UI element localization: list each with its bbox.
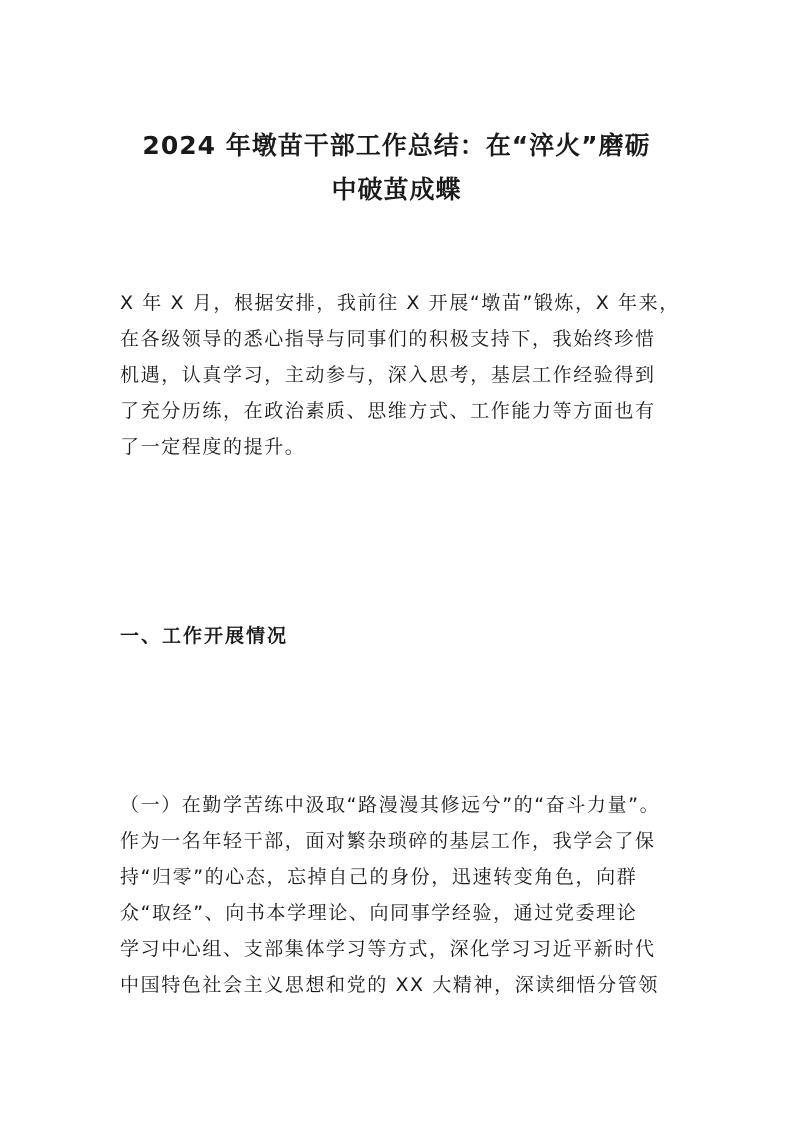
section-heading: 一、工作开展情况 <box>120 625 289 647</box>
section1-line: 作为一名年轻干部，面对繁杂琐碎的基层工作，我学会了保 <box>120 830 656 852</box>
intro-paragraph <box>120 285 680 465</box>
section1-line: （一）在勤学苦练中汲取“路漫漫其修远兮”的“奋斗力量”。 <box>120 794 661 816</box>
section1-line: 持“归零”的心态，忘掉自己的身份，迅速转变角色，向群 <box>120 866 638 888</box>
section1-paragraph <box>120 787 680 1003</box>
section1-line: 学习中心组、支部集体学习等方式，深化学习习近平新时代 <box>120 938 656 960</box>
section1-line: 众“取经”、向书本学理论、向同事学经验，通过党委理论 <box>120 902 638 924</box>
intro-line: 了一定程度的提升。 <box>120 436 306 458</box>
section1-line: 中国特色社会主义思想和党的 XX 大精神，深读细悟分管领 <box>120 974 659 996</box>
title-line-2: 中破茧成蝶 <box>331 175 462 204</box>
intro-line: 机遇，认真学习，主动参与，深入思考，基层工作经验得到 <box>120 364 656 386</box>
title-line-1: 2024 年墩苗干部工作总结：在“淬火”磨砺 <box>142 131 651 160</box>
document-title <box>100 124 693 212</box>
intro-line: 了充分历练，在政治素质、思维方式、工作能力等方面也有 <box>120 400 656 422</box>
intro-line: X 年 X 月，根据安排，我前往 X 开展“墩苗”锻炼，X 年来， <box>120 292 680 314</box>
intro-line: 在各级领导的悉心指导与同事们的积极支持下，我始终珍惜 <box>120 328 656 350</box>
